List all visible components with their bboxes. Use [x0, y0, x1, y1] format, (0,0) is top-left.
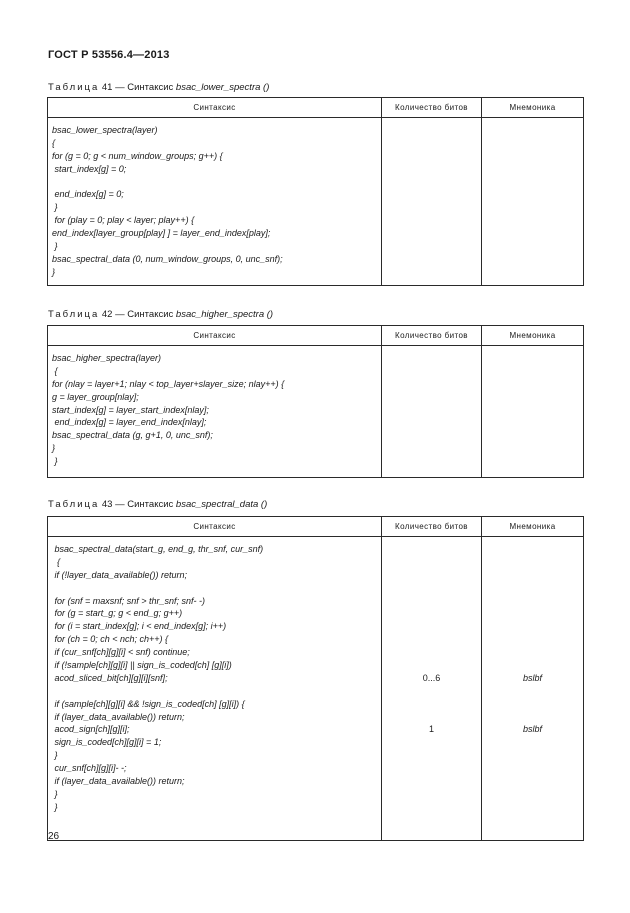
syntax-line: for (g = start_g; g < end_g; g++) — [52, 608, 183, 619]
caption-number: 41 — — [101, 82, 125, 93]
bits-value — [382, 595, 481, 608]
header-bits: Количество битов — [382, 517, 482, 537]
bits-value — [382, 685, 481, 698]
table-43-caption — [48, 499, 267, 510]
caption-text: Синтаксис — [127, 309, 174, 320]
syntax-line: } — [52, 788, 58, 799]
caption-text: Синтаксис — [127, 82, 174, 93]
document-header: ГОСТ Р 53556.4—2013 — [48, 49, 170, 61]
mnemonic-value — [482, 543, 583, 556]
mnemonic-value — [482, 620, 583, 633]
mnemonic-value: bslbf — [522, 672, 542, 683]
syntax-line: end_index[g] = 0; — [52, 189, 124, 200]
bits-cell — [382, 537, 482, 841]
syntax-line — [52, 176, 381, 189]
syntax-line: if (!sample[ch][g][i] || sign_is_coded[ch] [g][i]) — [52, 660, 232, 671]
syntax-line — [52, 685, 381, 698]
syntax-line: } — [52, 241, 58, 252]
syntax-line: bsac_spectral_data (g, g+1, 0, unc_snf); — [52, 430, 213, 441]
syntax-line: end_index[layer_group[play] ] = layer_end_index[play]; — [52, 228, 271, 239]
header-mnemonic: Мнемоника — [482, 326, 584, 346]
syntax-line: } — [52, 801, 58, 812]
caption-code: bsac_spectral_data () — [175, 499, 268, 510]
syntax-cell — [48, 118, 382, 286]
mnemonic-value — [482, 556, 583, 569]
syntax-line: for (i = start_index[g]; i < end_index[g]; i++) — [52, 621, 227, 632]
header-syntax: Синтаксис — [48, 326, 382, 346]
syntax-line: bsac_lower_spectra(layer) — [52, 125, 158, 135]
bits-value — [382, 698, 481, 711]
mnemonic-value: bslbf — [522, 724, 542, 735]
syntax-line: if (!layer_data_available()) return; — [52, 569, 188, 580]
bits-value — [382, 711, 481, 724]
syntax-line: bsac_spectral_data (0, num_window_groups, 0, unc_snf); — [52, 253, 283, 264]
mnemonic-cell — [482, 118, 584, 286]
syntax-line: cur_snf[ch][g][i]- -; — [52, 763, 127, 774]
bits-value — [382, 556, 481, 569]
caption-text: Синтаксис — [127, 499, 174, 510]
syntax-line — [52, 582, 381, 595]
syntax-line: } — [52, 443, 56, 454]
table-41-caption — [48, 82, 269, 93]
header-syntax: Синтаксис — [48, 517, 382, 537]
syntax-line: { — [52, 137, 56, 148]
syntax-line: end_index[g] = layer_end_index[nlay]; — [52, 417, 207, 428]
syntax-line: } — [52, 266, 56, 277]
mnemonic-cell — [482, 537, 584, 841]
bits-value — [382, 607, 481, 620]
mnemonic-value — [482, 595, 583, 608]
header-mnemonic: Мнемоника — [482, 517, 584, 537]
mnemonic-cell — [482, 346, 584, 478]
syntax-line: acod_sliced_bit[ch][g][i][snf]; — [52, 672, 168, 683]
bits-value: 0...6 — [422, 672, 441, 683]
syntax-line: if (layer_data_available()) return; — [52, 711, 185, 722]
bits-value — [382, 633, 481, 646]
table-42-caption — [48, 309, 273, 320]
syntax-line: { — [52, 556, 61, 567]
bits-value — [382, 620, 481, 633]
bits-value — [382, 582, 481, 595]
bits-value — [382, 569, 481, 582]
header-bits: Количество битов — [382, 326, 482, 346]
bits-value — [382, 659, 481, 672]
page-number: 26 — [48, 831, 60, 842]
bits-cell — [382, 346, 482, 478]
mnemonic-value — [482, 607, 583, 620]
table-43 — [47, 516, 584, 841]
mnemonic-value — [482, 659, 583, 672]
caption-word: Таблица — [48, 499, 100, 510]
mnemonic-value — [482, 698, 583, 711]
bits-value — [382, 543, 481, 556]
caption-number: 43 — — [101, 499, 125, 510]
caption-code: bsac_higher_spectra () — [175, 309, 274, 320]
bits-cell — [382, 118, 482, 286]
syntax-line: } — [52, 456, 58, 467]
syntax-line: for (nlay = layer+1; nlay < top_layer+slayer_size; nlay++) { — [52, 378, 285, 389]
mnemonic-value — [482, 569, 583, 582]
bits-value — [382, 646, 481, 659]
syntax-line: { — [52, 365, 58, 376]
caption-word: Таблица — [48, 82, 100, 93]
syntax-line: for (ch = 0; ch < nch; ch++) { — [52, 634, 169, 645]
syntax-line: sign_is_coded[ch][g][i] = 1; — [52, 737, 162, 748]
syntax-line: if (cur_snf[ch][g][i] < snf) continue; — [52, 647, 190, 658]
syntax-line: } — [52, 750, 58, 761]
bits-value: 1 — [428, 724, 434, 735]
syntax-line: for (g = 0; g < num_window_groups; g++) { — [52, 150, 223, 161]
syntax-line: for (play = 0; play < layer; play++) { — [52, 215, 195, 226]
mnemonic-value — [482, 711, 583, 724]
syntax-line: start_index[g] = 0; — [52, 163, 127, 174]
caption-word: Таблица — [48, 309, 100, 320]
syntax-line: start_index[g] = layer_start_index[nlay]; — [52, 404, 209, 415]
syntax-cell — [48, 346, 382, 478]
syntax-line: g = layer_group[nlay]; — [52, 391, 139, 402]
header-bits: Количество битов — [382, 98, 482, 118]
mnemonic-value — [482, 633, 583, 646]
syntax-line: acod_sign[ch][g][i]; — [52, 724, 130, 735]
mnemonic-value — [482, 685, 583, 698]
syntax-line: if (sample[ch][g][i] && !sign_is_coded[ch] [g][i]) { — [52, 698, 245, 709]
syntax-line: bsac_spectral_data(start_g, end_g, thr_snf, cur_snf) — [52, 544, 264, 554]
syntax-line: for (snf = maxsnf; snf > thr_snf; snf- -) — [52, 595, 206, 606]
syntax-cell — [48, 537, 382, 841]
caption-number: 42 — — [101, 309, 125, 320]
mnemonic-value — [482, 582, 583, 595]
header-mnemonic: Мнемоника — [482, 98, 584, 118]
syntax-line: } — [52, 202, 58, 213]
syntax-line: bsac_higher_spectra(layer) — [52, 353, 162, 363]
table-41 — [47, 97, 584, 286]
mnemonic-value — [482, 646, 583, 659]
syntax-line: if (layer_data_available()) return; — [52, 776, 185, 787]
caption-code: bsac_lower_spectra () — [175, 82, 270, 93]
table-42 — [47, 325, 584, 478]
header-syntax: Синтаксис — [48, 98, 382, 118]
